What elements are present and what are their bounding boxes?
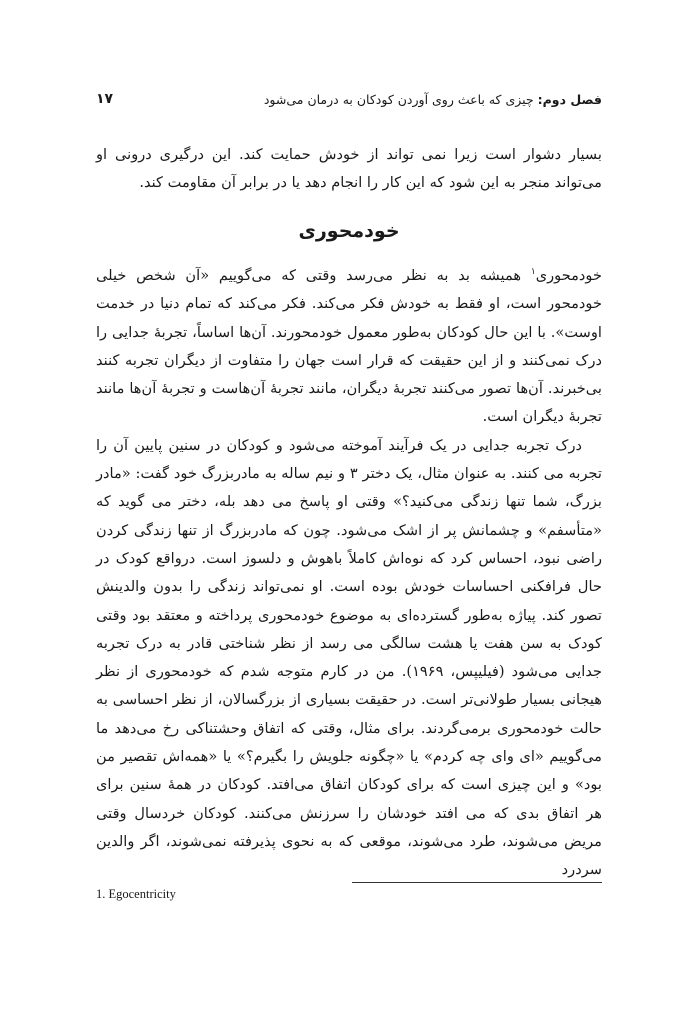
footnote: 1. Egocentricity [96,887,176,901]
intro-paragraph-block [96,141,602,198]
paragraph-1-lead: خودمحوری [535,267,602,284]
running-header [96,92,602,114]
section-heading: خودمحوری [298,220,400,242]
chapter-name: چیزی که باعث روی آوردن کودکان به درمان می‌شود [263,92,534,107]
page-number: ۱۷ [96,91,114,107]
chapter-title [264,92,602,107]
footnote-marker: ۱ [530,267,536,278]
chapter-label: فصل دوم: [537,92,602,107]
paragraph-1-text: همیشه بد به نظر می‌رسد وقتی که می‌گوییم «آن شخص خیلی خودمحور است، او فقط به خودش فکر می‌کند. فکر می‌کند که تمام دنیا در خدمت اوست». با این حال کودکان به‌طور معمول خودمحورند. آن‌ها اساساً، تجربهٔ جدایی را درک نمی‌کنند و از این حقیقت که قرار است جهان را متفاوت از دیگران تجربه کنند بی‌خبرند. آن‌ها تصور می‌کنند تجربهٔ دیگران، مانند تجربهٔ آن‌هاست و تجربهٔ آن‌ها مانند تجربهٔ دیگران است. [96,267,602,426]
paragraph-2: درک تجربه جدایی در یک فرآیند آموخته می‌شود و کودکان در سنین پایین آن را تجربه می کنند. به عنوان مثال، یک دختر ۳ و نیم ساله به مادربزرگ خود گفت: «مادر بزرگ، شما تنها زندگی می‌کنید؟» وقتی او پاسخ می دهد بله، دختر می گوید که «متأسفم» و چشمانش پر از اشک می‌شود. چون که مادربزرگ از تنها زندگی کردن راضی نبود، احساس کرد که نوه‌اش کاملاً باهوش و دلسوز است. درواقع کودک در حال فرافکنی احساسات خودش بوده است. او نمی‌تواند زندگی را بدون والدینش تصور کند. پیاژه به‌طور گسترده‌ای به موضوع خودمحوری پرداخته و معتقد بود وقتی کودک به سن هفت یا هشت سالگی می رسد از نظر شناختی قادر به درک تجربه جدایی می‌شود (فیلیپس، ۱۹۶۹). من در کارم متوجه شدم که خودمحوری از نظر هیجانی بسیار طولانی‌تر است. در حقیقت بسیاری از بزرگسالان، از نظر احساسی به حالت خودمحوری برمی‌گردند. برای مثال، وقتی که اتفاق وحشتناکی رخ می‌دهد ما می‌گوییم «ای وای چه کردم» یا «چگونه جلویش را بگیرم؟» یا «همه‌اش تقصیر من بود» و این چیزی است که برای کودکان اتفاق می‌افتد. کودکان در همهٔ سنین برای هر اتفاق بدی که می افتد خودشان را سرزنش می‌کنند. کودکان خردسال وقتی مریض می‌شوند، طرد می‌شوند، موقعی که به نحوی پذیرفته نمی‌شوند، اگر والدین سردرد [96,436,603,879]
paragraph-1 [96,262,602,432]
body-text [96,262,602,885]
intro-paragraph: بسیار دشوار است زیرا نمی تواند از خودش حمایت کند. این درگیری درونی او می‌تواند منجر به این شود که این کار را انجام دهد یا در برابر آن مقاومت کند. [96,146,602,192]
footnote-divider [352,882,602,883]
